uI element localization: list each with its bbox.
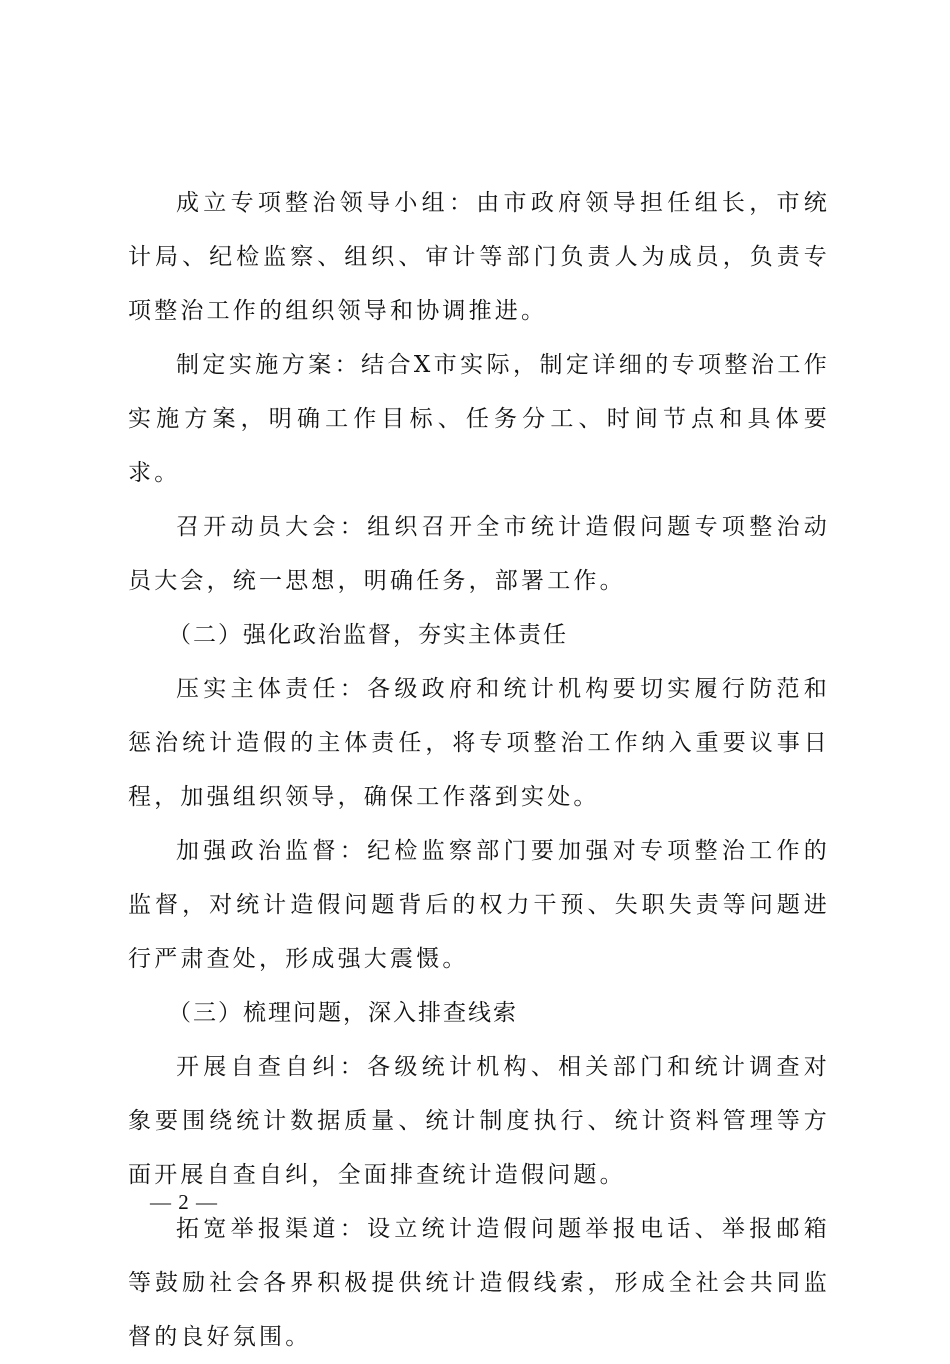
- paragraph-main-responsibility: 压实主体责任：各级政府和统计机构要切实履行防范和惩治统计造假的主体责任，将专项整治工作纳入重要议事日程，加强组织领导，确保工作落到实处。: [128, 676, 830, 810]
- paragraph-mobilization-meeting: 召开动员大会：组织召开全市统计造假问题专项整治动员大会，统一思想，明确任务，部署工作。: [128, 514, 830, 594]
- paragraph-report-channels: 拓宽举报渠道：设立统计造假问题举报电话、举报邮箱等鼓励社会各界积极提供统计造假线索，形成全社会共同监督的良好氛围。: [128, 1216, 830, 1350]
- section-heading-2: （二）强化政治监督，夯实主体责任: [168, 622, 568, 648]
- paragraph-leading-group: 成立专项整治领导小组：由市政府领导担任组长，市统计局、纪检监察、组织、审计等部门负责人为成员，负责专项整治工作的组织领导和协调推进。: [128, 190, 830, 324]
- section-heading-3: （三）梳理问题，深入排查线索: [168, 1000, 518, 1026]
- document-body: [128, 176, 830, 1364]
- paragraph-implementation-plan: 制定实施方案：结合X市实际，制定详细的专项整治工作实施方案，明确工作目标、任务分工、时间节点和具体要求。: [128, 352, 830, 486]
- paragraph-self-inspection: 开展自查自纠：各级统计机构、相关部门和统计调查对象要围绕统计数据质量、统计制度执行、统计资料管理等方面开展自查自纠，全面排查统计造假问题。: [128, 1054, 830, 1188]
- page-number: — 2 —: [150, 1190, 218, 1214]
- paragraph-political-supervision: 加强政治监督：纪检监察部门要加强对专项整治工作的监督，对统计造假问题背后的权力干预、失职失责等问题进行严肃查处，形成强大震慑。: [128, 838, 830, 972]
